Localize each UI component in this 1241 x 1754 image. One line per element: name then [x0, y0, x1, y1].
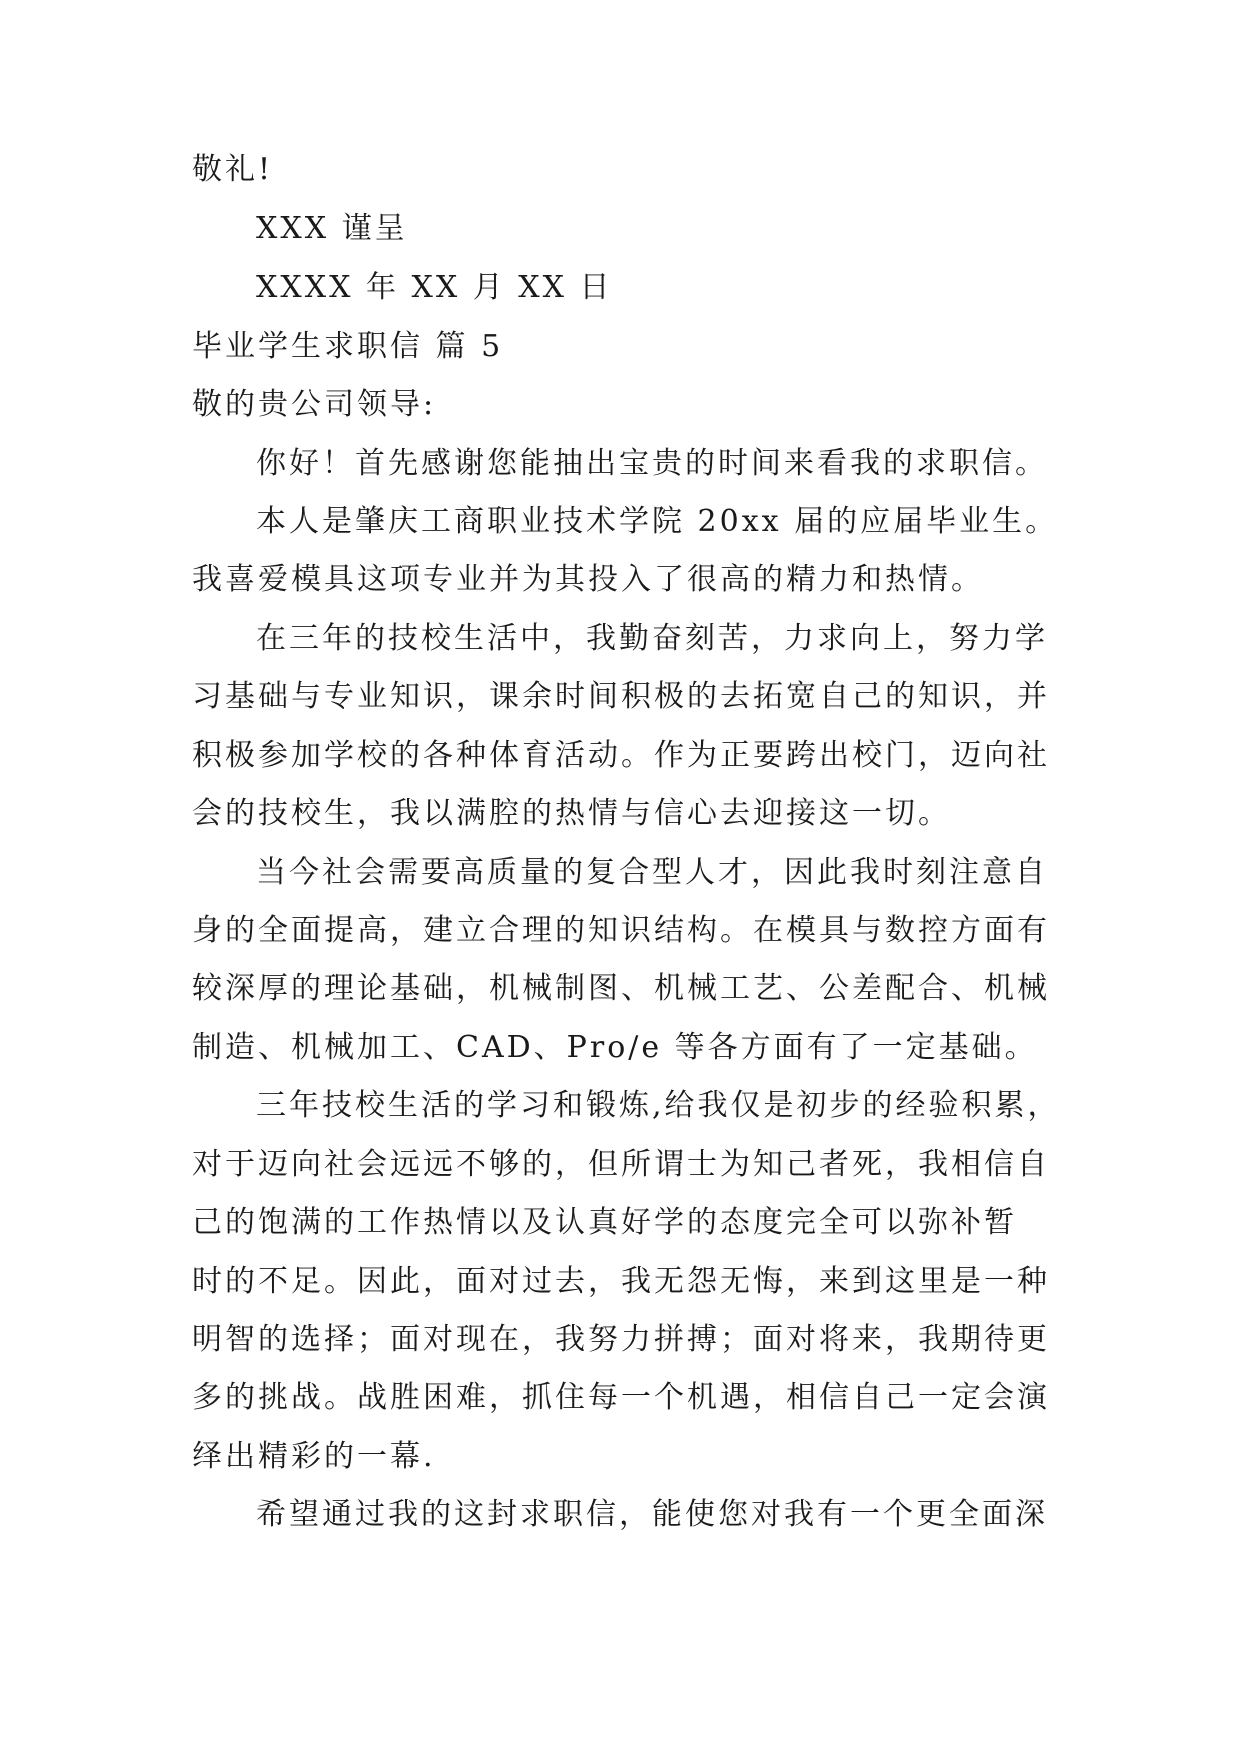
- signature: XXX 谨呈: [256, 211, 408, 246]
- paragraph-line: 当今社会需要高质量的复合型人才，因此我时刻注意自: [256, 855, 1048, 890]
- paragraph-line: 三年技校生活的学习和锻炼,给我仅是初步的经验积累，: [256, 1088, 1061, 1123]
- paragraph-line: 身的全面提高，建立合理的知识结构。在模具与数控方面有: [192, 913, 1050, 948]
- paragraph-line: 你好！首先感谢您能抽出宝贵的时间来看我的求职信。: [256, 446, 1048, 481]
- paragraph-line: 较深厚的理论基础，机械制图、机械工艺、公差配合、机械: [192, 971, 1050, 1006]
- paragraph-line: 本人是肇庆工商职业技术学院 20xx 届的应届毕业生。: [256, 504, 1059, 539]
- paragraph-line: 希望通过我的这封求职信，能使您对我有一个更全面深: [256, 1497, 1048, 1532]
- paragraph-line: 时的不足。因此，面对过去，我无怨无悔，来到这里是一种: [192, 1264, 1050, 1299]
- paragraph-line: 制造、机械加工、CAD、Pro/e 等各方面有了一定基础。: [192, 1030, 1038, 1065]
- date-line: XXXX 年 XX 月 XX 日: [256, 270, 613, 305]
- section-title: 毕业学生求职信 篇 5: [192, 329, 504, 364]
- paragraph-line: 积极参加学校的各种体育活动。作为正要跨出校门，迈向社: [192, 738, 1050, 773]
- paragraph-line: 在三年的技校生活中，我勤奋刻苦，力求向上，努力学: [256, 621, 1048, 656]
- paragraph-line: 己的饱满的工作热情以及认真好学的态度完全可以弥补暂: [192, 1205, 1017, 1240]
- paragraph-line: 多的挑战。战胜困难，抓住每一个机遇，相信自己一定会演: [192, 1380, 1050, 1415]
- paragraph-line: 明智的选择；面对现在，我努力拼搏；面对将来，我期待更: [192, 1322, 1050, 1357]
- paragraph-line: 绎出精彩的一幕.: [192, 1439, 436, 1474]
- paragraph-line: 我喜爱模具这项专业并为其投入了很高的精力和热情。: [192, 562, 984, 597]
- greeting: 敬的贵公司领导:: [192, 387, 437, 422]
- paragraph-line: 会的技校生，我以满腔的热情与信心去迎接这一切。: [192, 796, 951, 831]
- closing-salutation: 敬礼!: [192, 152, 274, 187]
- paragraph-line: 习基础与专业知识，课余时间积极的去拓宽自己的知识，并: [192, 679, 1050, 714]
- paragraph-line: 对于迈向社会远远不够的，但所谓士为知己者死，我相信自: [192, 1147, 1050, 1182]
